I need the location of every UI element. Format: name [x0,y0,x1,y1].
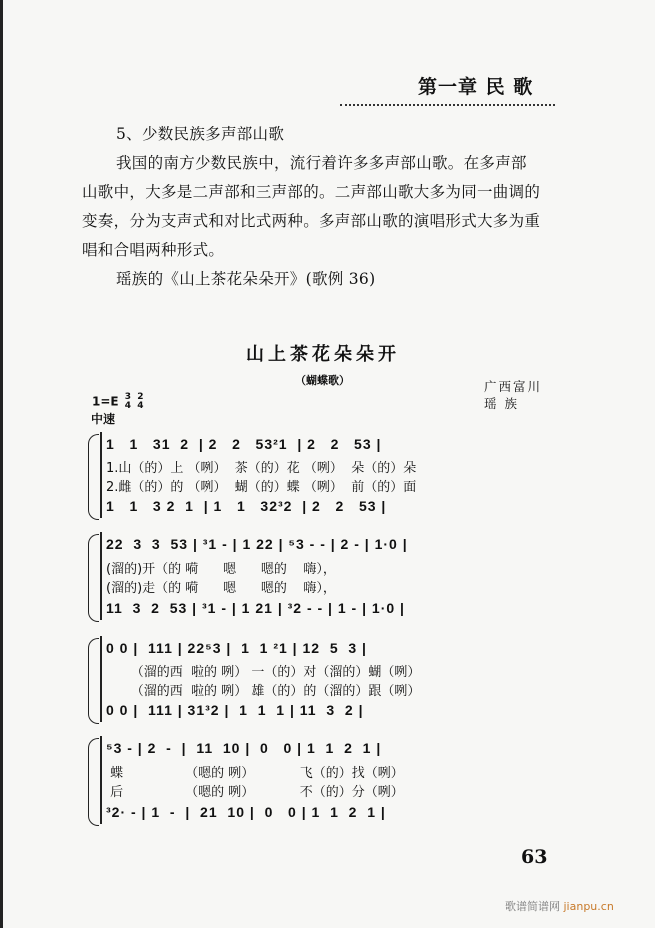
song-origin [484,378,542,412]
system-bar [100,432,102,518]
lyrics-verse-1: 蝶 （嗯的 咧） 飞（的）找（咧） [106,766,404,781]
song-title: 山上茶花朵朵开 [246,344,400,365]
system-brace [88,738,99,826]
system-brace [88,434,99,520]
time-signature-1: 3 4 [124,392,132,411]
origin-region: 广西富川 [484,379,543,394]
score-system-4 [88,734,548,826]
page-left-edge [0,0,3,928]
lyrics-verse-2: 后 （嗯的 咧） 不（的）分（咧） [106,785,404,800]
upper-voice: ⁵3 - | 2 - | 11 10 | 0 0 | 1 1 2 1 | [106,740,382,756]
section-heading: 5、少数民族多声部山歌 [116,125,285,143]
system-bar [100,636,102,722]
system-bar [100,736,102,824]
upper-voice: 0 0 | 111 | 22⁵3 | 1 1 ²1 | 12 5 3 | [106,640,367,656]
system-brace [88,638,99,724]
lyrics-verse-2: (溜的)走（的 嗬 嗯 嗯的 嗨）， [106,581,336,596]
score-system-3 [88,634,548,724]
time-signature-2: 2 4 [137,392,144,411]
paragraph-line-1: 我国的南方少数民族中，流行着许多多声部山歌。在多声部 [116,154,527,172]
watermark-en: jianpu.cn [563,900,614,913]
tempo-marking: 中速 [91,412,116,426]
key-signature [92,393,144,411]
paragraph-line-3: 变奏，分为支声式和对比式两种。多声部山歌的演唱形式大多为重 [82,212,541,230]
lyrics-verse-2: （溜的西 啦的 咧） 雄（的）的（溜的）跟（咧） [106,684,421,699]
origin-ethnicity: 瑶 族 [484,396,519,411]
key-label: 1=E [92,394,119,409]
lyrics-verse-1: (溜的)开（的 嗬 嗯 嗯的 嗨）， [106,562,336,577]
system-bar [100,532,102,620]
lower-voice: 1 1 3 2 1 | 1 1 32³2 | 2 2 53 | [106,498,387,514]
lyrics-verse-1: 1.山（的）上 （咧） 茶（的）花 （咧） 朵（的）朵 [106,461,417,476]
paragraph-line-2: 山歌中，大多是二声部和三声部的。二声部山歌大多为同一曲调的 [82,183,541,201]
paragraph-line-4: 唱和合唱两种形式。 [82,241,225,259]
upper-voice: 1 1 31 2 | 2 2 53²1 | 2 2 53 | [106,436,382,452]
watermark-cn: 歌谱简谱网 [505,900,560,913]
lower-voice: 0 0 | 111 | 31³2 | 1 1 1 | 11 3 2 | [106,702,364,718]
watermark [505,898,614,914]
song-subtitle: （蝴蝶歌） [295,374,350,387]
lower-voice: ³2· - | 1 - | 21 10 | 0 0 | 1 1 2 1 | [106,804,386,820]
score-system-2 [88,530,548,622]
lyrics-verse-2: 2.雌（的）的 （咧） 蝴（的）蝶 （咧） 前（的）面 [106,480,417,495]
upper-voice: 22 3 3 53 | ³1 - | 1 22 | ⁵3 - - | 2 - | 1·0 | [106,536,408,552]
header-dotted-rule [340,104,555,106]
system-brace [88,534,99,622]
chapter-header: 第一章 民 歌 [418,76,534,98]
lower-voice: 11 3 2 53 | ³1 - | 1 21 | ³2 - - | 1 - | 1·0 | [106,600,405,616]
page-number: 63 [521,846,548,868]
score-system-1 [88,430,548,520]
lyrics-verse-1: （溜的西 啦的 咧） 一（的）对（溜的）蝴（咧） [106,665,421,680]
example-reference: 瑶族的《山上茶花朵朵开》(歌例 36) [116,270,376,288]
